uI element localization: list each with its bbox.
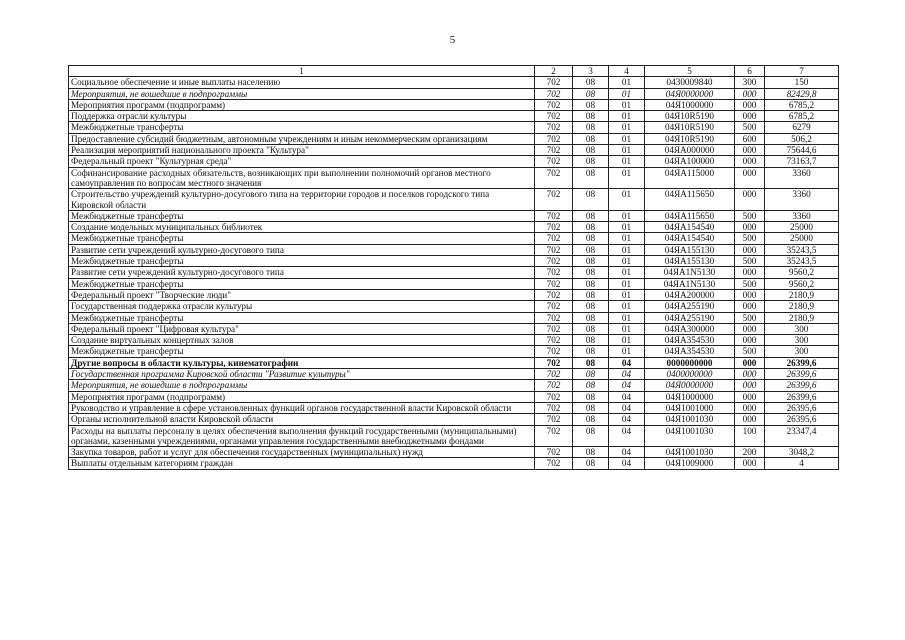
table-row — [69, 99, 839, 110]
expense-type-cell: 000 — [735, 289, 765, 300]
target-article-cell: 04Я1000000 — [645, 391, 735, 402]
expense-type-cell: 500 — [735, 256, 765, 267]
expense-type-cell: 200 — [735, 447, 765, 458]
target-article-cell: 04ЯA154540 — [645, 222, 735, 233]
chapter-code-cell: 702 — [535, 402, 573, 413]
target-article-cell: 04ЯA155130 — [645, 256, 735, 267]
section-code-cell: 08 — [573, 425, 609, 447]
name-cell: Федеральный проект "Творческие люди" — [69, 289, 535, 300]
expense-type-cell: 000 — [735, 323, 765, 334]
name-cell: Поддержка отрасли культуры — [69, 111, 535, 122]
section-code-cell: 08 — [573, 256, 609, 267]
expense-type-cell: 000 — [735, 414, 765, 425]
section-code-cell: 08 — [573, 99, 609, 110]
target-article-cell: 04Я1000000 — [645, 99, 735, 110]
expense-type-cell: 500 — [735, 312, 765, 323]
amount-cell: 506,2 — [765, 133, 839, 144]
section-code-cell: 08 — [573, 167, 609, 189]
section-code-cell: 08 — [573, 458, 609, 469]
table-row — [69, 88, 839, 99]
table-row — [69, 301, 839, 312]
name-cell: Межбюджетные трансферты — [69, 233, 535, 244]
amount-cell: 3360 — [765, 189, 839, 211]
target-article-cell: 0000000000 — [645, 357, 735, 368]
subsection-code-cell: 01 — [609, 346, 645, 357]
subsection-code-cell: 01 — [609, 122, 645, 133]
section-code-cell: 08 — [573, 122, 609, 133]
subsection-code-cell: 01 — [609, 210, 645, 221]
subsection-code-cell: 01 — [609, 111, 645, 122]
subsection-code-cell: 01 — [609, 156, 645, 167]
table-row — [69, 133, 839, 144]
amount-cell: 23347,4 — [765, 425, 839, 447]
header-cell: 2 — [535, 66, 573, 77]
chapter-code-cell: 702 — [535, 233, 573, 244]
subsection-code-cell: 04 — [609, 380, 645, 391]
chapter-code-cell: 702 — [535, 122, 573, 133]
target-article-cell: 04Я1001030 — [645, 414, 735, 425]
expense-type-cell: 000 — [735, 88, 765, 99]
amount-cell: 26399,6 — [765, 391, 839, 402]
table-row — [69, 222, 839, 233]
amount-cell: 4 — [765, 458, 839, 469]
table-row — [69, 335, 839, 346]
amount-cell: 25000 — [765, 222, 839, 233]
expense-type-cell: 000 — [735, 357, 765, 368]
amount-cell: 3360 — [765, 210, 839, 221]
subsection-code-cell: 01 — [609, 133, 645, 144]
name-cell: Софинансирование расходных обязательств, возникающих при выполнении полномочий органов местного самоуправления по вопросам местного значения — [69, 167, 535, 189]
subsection-code-cell: 01 — [609, 256, 645, 267]
expense-type-cell: 000 — [735, 156, 765, 167]
expense-type-cell: 100 — [735, 425, 765, 447]
amount-cell: 9560,2 — [765, 278, 839, 289]
chapter-code-cell: 702 — [535, 167, 573, 189]
chapter-code-cell: 702 — [535, 380, 573, 391]
section-code-cell: 08 — [573, 133, 609, 144]
expense-type-cell: 000 — [735, 167, 765, 189]
amount-cell: 6279 — [765, 122, 839, 133]
subsection-code-cell: 01 — [609, 189, 645, 211]
subsection-code-cell: 01 — [609, 244, 645, 255]
expense-type-cell: 000 — [735, 369, 765, 380]
header-row — [69, 66, 839, 77]
name-cell: Другие вопросы в области культуры, кинематографии — [69, 357, 535, 368]
table-row — [69, 458, 839, 469]
target-article-cell: 04ЯA1N5130 — [645, 278, 735, 289]
name-cell: Федеральный проект "Культурная среда" — [69, 156, 535, 167]
subsection-code-cell: 01 — [609, 267, 645, 278]
section-code-cell: 08 — [573, 380, 609, 391]
name-cell: Социальное обеспечение и иные выплаты населению — [69, 77, 535, 88]
name-cell: Развитие сети учреждений культурно-досугового типа — [69, 244, 535, 255]
name-cell: Межбюджетные трансферты — [69, 256, 535, 267]
target-article-cell: 04Я0000000 — [645, 88, 735, 99]
amount-cell: 9560,2 — [765, 267, 839, 278]
table-row — [69, 447, 839, 458]
amount-cell: 150 — [765, 77, 839, 88]
table-row — [69, 369, 839, 380]
section-code-cell: 08 — [573, 369, 609, 380]
name-cell: Закупка товаров, работ и услуг для обеспечения государственных (муниципальных) нужд — [69, 447, 535, 458]
table-row — [69, 391, 839, 402]
header-cell: 3 — [573, 66, 609, 77]
expense-type-cell: 000 — [735, 267, 765, 278]
table-row — [69, 145, 839, 156]
subsection-code-cell: 01 — [609, 323, 645, 334]
target-article-cell: 04Я0000000 — [645, 380, 735, 391]
name-cell: Государственная поддержка отрасли культуры — [69, 301, 535, 312]
amount-cell: 25000 — [765, 233, 839, 244]
name-cell: Федеральный проект "Цифровая культура" — [69, 323, 535, 334]
chapter-code-cell: 702 — [535, 99, 573, 110]
name-cell: Строительство учреждений культурно-досугового типа на территории городов и поселков городского типа Кировской области — [69, 189, 535, 211]
name-cell: Создание виртуальных концертных залов — [69, 335, 535, 346]
chapter-code-cell: 702 — [535, 278, 573, 289]
chapter-code-cell: 702 — [535, 88, 573, 99]
target-article-cell: 04ЯA354530 — [645, 346, 735, 357]
name-cell: Предоставление субсидий бюджетным, автономным учреждениям и иным некоммерческим организациям — [69, 133, 535, 144]
section-code-cell: 08 — [573, 335, 609, 346]
table-row — [69, 425, 839, 447]
subsection-code-cell: 04 — [609, 369, 645, 380]
name-cell: Мероприятия программ (подпрограмм) — [69, 391, 535, 402]
section-code-cell: 08 — [573, 391, 609, 402]
target-article-cell: 04Я1009000 — [645, 458, 735, 469]
table-row — [69, 278, 839, 289]
header-cell: 6 — [735, 66, 765, 77]
target-article-cell: 04Я10R5190 — [645, 133, 735, 144]
chapter-code-cell: 702 — [535, 312, 573, 323]
subsection-code-cell: 01 — [609, 167, 645, 189]
name-cell: Создание модельных муниципальных библиотек — [69, 222, 535, 233]
chapter-code-cell: 702 — [535, 210, 573, 221]
expense-type-cell: 000 — [735, 391, 765, 402]
section-code-cell: 08 — [573, 402, 609, 413]
name-cell: Органы исполнительной власти Кировской области — [69, 414, 535, 425]
amount-cell: 300 — [765, 335, 839, 346]
name-cell: Межбюджетные трансферты — [69, 312, 535, 323]
expense-type-cell: 000 — [735, 145, 765, 156]
amount-cell: 3360 — [765, 167, 839, 189]
amount-cell: 26395,6 — [765, 414, 839, 425]
section-code-cell: 08 — [573, 88, 609, 99]
expense-type-cell: 000 — [735, 222, 765, 233]
target-article-cell: 04ЯA115650 — [645, 189, 735, 211]
chapter-code-cell: 702 — [535, 425, 573, 447]
expense-type-cell: 000 — [735, 402, 765, 413]
subsection-code-cell: 04 — [609, 357, 645, 368]
section-code-cell: 08 — [573, 77, 609, 88]
expense-type-cell: 000 — [735, 244, 765, 255]
table-row — [69, 323, 839, 334]
amount-cell: 82429,8 — [765, 88, 839, 99]
section-code-cell: 08 — [573, 414, 609, 425]
expense-type-cell: 000 — [735, 335, 765, 346]
expense-type-cell: 300 — [735, 77, 765, 88]
subsection-code-cell: 01 — [609, 278, 645, 289]
chapter-code-cell: 702 — [535, 189, 573, 211]
amount-cell: 6785,2 — [765, 99, 839, 110]
table-row — [69, 346, 839, 357]
target-article-cell: 0400000000 — [645, 369, 735, 380]
chapter-code-cell: 702 — [535, 256, 573, 267]
section-code-cell: 08 — [573, 222, 609, 233]
chapter-code-cell: 702 — [535, 369, 573, 380]
subsection-code-cell: 01 — [609, 222, 645, 233]
name-cell: Расходы на выплаты персоналу в целях обеспечения выполнения функций государственными (муниципальными) органами, казенными учреждениями, органами управления государственными внебюджетными фондами — [69, 425, 535, 447]
target-article-cell: 0430009840 — [645, 77, 735, 88]
chapter-code-cell: 702 — [535, 335, 573, 346]
chapter-code-cell: 702 — [535, 447, 573, 458]
table-row — [69, 289, 839, 300]
subsection-code-cell: 04 — [609, 402, 645, 413]
page-number: 5 — [449, 34, 456, 46]
expense-type-cell: 500 — [735, 233, 765, 244]
amount-cell: 3048,2 — [765, 447, 839, 458]
table-row — [69, 156, 839, 167]
target-article-cell: 04Я10R5190 — [645, 111, 735, 122]
section-code-cell: 08 — [573, 156, 609, 167]
chapter-code-cell: 702 — [535, 156, 573, 167]
target-article-cell: 04ЯA115000 — [645, 167, 735, 189]
section-code-cell: 08 — [573, 447, 609, 458]
expense-type-cell: 000 — [735, 301, 765, 312]
table-row — [69, 189, 839, 211]
amount-cell: 26399,6 — [765, 357, 839, 368]
expense-type-cell: 500 — [735, 210, 765, 221]
name-cell: Межбюджетные трансферты — [69, 210, 535, 221]
section-code-cell: 08 — [573, 289, 609, 300]
target-article-cell: 04ЯA100000 — [645, 156, 735, 167]
amount-cell: 2180,9 — [765, 301, 839, 312]
subsection-code-cell: 01 — [609, 145, 645, 156]
table-row — [69, 77, 839, 88]
section-code-cell: 08 — [573, 189, 609, 211]
budget-table — [68, 65, 839, 470]
table-row — [69, 233, 839, 244]
expense-type-cell: 000 — [735, 111, 765, 122]
table-row — [69, 256, 839, 267]
chapter-code-cell: 702 — [535, 301, 573, 312]
table-row — [69, 414, 839, 425]
expense-type-cell: 000 — [735, 380, 765, 391]
section-code-cell: 08 — [573, 145, 609, 156]
table-row — [69, 210, 839, 221]
target-article-cell: 04ЯA255190 — [645, 312, 735, 323]
subsection-code-cell: 04 — [609, 425, 645, 447]
target-article-cell: 04ЯA200000 — [645, 289, 735, 300]
target-article-cell: 04ЯA155130 — [645, 244, 735, 255]
name-cell: Реализация мероприятий национального проекта "Культура" — [69, 145, 535, 156]
header-cell: 7 — [765, 66, 839, 77]
subsection-code-cell: 01 — [609, 77, 645, 88]
subsection-code-cell: 01 — [609, 312, 645, 323]
name-cell: Мероприятия программ (подпрограмм) — [69, 99, 535, 110]
chapter-code-cell: 702 — [535, 111, 573, 122]
subsection-code-cell: 04 — [609, 458, 645, 469]
chapter-code-cell: 702 — [535, 346, 573, 357]
section-code-cell: 08 — [573, 233, 609, 244]
table-row — [69, 312, 839, 323]
section-code-cell: 08 — [573, 301, 609, 312]
expense-type-cell: 000 — [735, 99, 765, 110]
target-article-cell: 04ЯA1N5130 — [645, 267, 735, 278]
section-code-cell: 08 — [573, 111, 609, 122]
subsection-code-cell: 04 — [609, 414, 645, 425]
name-cell: Государственная программа Кировской области "Развитие культуры" — [69, 369, 535, 380]
target-article-cell: 04ЯA115650 — [645, 210, 735, 221]
amount-cell: 35243,5 — [765, 256, 839, 267]
target-article-cell: 04ЯA354530 — [645, 335, 735, 346]
table-row — [69, 380, 839, 391]
table-row — [69, 244, 839, 255]
expense-type-cell: 600 — [735, 133, 765, 144]
section-code-cell: 08 — [573, 357, 609, 368]
table-row — [69, 357, 839, 368]
chapter-code-cell: 702 — [535, 458, 573, 469]
name-cell: Мероприятия, не вошедшие в подпрограммы — [69, 380, 535, 391]
subsection-code-cell: 01 — [609, 99, 645, 110]
chapter-code-cell: 702 — [535, 391, 573, 402]
table-row — [69, 167, 839, 189]
subsection-code-cell: 01 — [609, 301, 645, 312]
header-cell: 4 — [609, 66, 645, 77]
table-row — [69, 402, 839, 413]
amount-cell: 2180,9 — [765, 289, 839, 300]
header-cell: 5 — [645, 66, 735, 77]
target-article-cell: 04ЯA255190 — [645, 301, 735, 312]
target-article-cell: 04Я1001000 — [645, 402, 735, 413]
amount-cell: 26399,6 — [765, 369, 839, 380]
name-cell: Мероприятия, не вошедшие в подпрограммы — [69, 88, 535, 99]
amount-cell: 73163,7 — [765, 156, 839, 167]
expense-type-cell: 500 — [735, 122, 765, 133]
amount-cell: 35243,5 — [765, 244, 839, 255]
section-code-cell: 08 — [573, 346, 609, 357]
chapter-code-cell: 702 — [535, 289, 573, 300]
amount-cell: 26399,6 — [765, 380, 839, 391]
name-cell: Руководство и управление в сфере установленных функций органов государственной власти Кировской области — [69, 402, 535, 413]
amount-cell: 2180,9 — [765, 312, 839, 323]
chapter-code-cell: 702 — [535, 267, 573, 278]
amount-cell: 26395,6 — [765, 402, 839, 413]
table-row — [69, 267, 839, 278]
target-article-cell: 04ЯA154540 — [645, 233, 735, 244]
target-article-cell: 04Я10R5190 — [645, 122, 735, 133]
amount-cell: 300 — [765, 346, 839, 357]
expense-type-cell: 000 — [735, 189, 765, 211]
section-code-cell: 08 — [573, 278, 609, 289]
chapter-code-cell: 702 — [535, 133, 573, 144]
chapter-code-cell: 702 — [535, 414, 573, 425]
chapter-code-cell: 702 — [535, 145, 573, 156]
section-code-cell: 08 — [573, 312, 609, 323]
chapter-code-cell: 702 — [535, 244, 573, 255]
subsection-code-cell: 01 — [609, 88, 645, 99]
expense-type-cell: 500 — [735, 278, 765, 289]
chapter-code-cell: 702 — [535, 323, 573, 334]
expense-type-cell: 000 — [735, 458, 765, 469]
name-cell: Выплаты отдельным категориям граждан — [69, 458, 535, 469]
subsection-code-cell: 01 — [609, 289, 645, 300]
target-article-cell: 04Я1001030 — [645, 425, 735, 447]
target-article-cell: 04Я1001030 — [645, 447, 735, 458]
section-code-cell: 08 — [573, 323, 609, 334]
name-cell: Межбюджетные трансферты — [69, 278, 535, 289]
header-cell: 1 — [69, 66, 535, 77]
expense-type-cell: 500 — [735, 346, 765, 357]
chapter-code-cell: 702 — [535, 357, 573, 368]
table-row — [69, 122, 839, 133]
target-article-cell: 04ЯA000000 — [645, 145, 735, 156]
subsection-code-cell: 01 — [609, 233, 645, 244]
target-article-cell: 04ЯA300000 — [645, 323, 735, 334]
amount-cell: 6785,2 — [765, 111, 839, 122]
table-row — [69, 111, 839, 122]
section-code-cell: 08 — [573, 244, 609, 255]
chapter-code-cell: 702 — [535, 77, 573, 88]
amount-cell: 300 — [765, 323, 839, 334]
name-cell: Межбюджетные трансферты — [69, 346, 535, 357]
subsection-code-cell: 04 — [609, 447, 645, 458]
name-cell: Межбюджетные трансферты — [69, 122, 535, 133]
chapter-code-cell: 702 — [535, 222, 573, 233]
name-cell: Развитие сети учреждений культурно-досугового типа — [69, 267, 535, 278]
section-code-cell: 08 — [573, 210, 609, 221]
subsection-code-cell: 01 — [609, 335, 645, 346]
subsection-code-cell: 04 — [609, 391, 645, 402]
amount-cell: 75644,6 — [765, 145, 839, 156]
section-code-cell: 08 — [573, 267, 609, 278]
